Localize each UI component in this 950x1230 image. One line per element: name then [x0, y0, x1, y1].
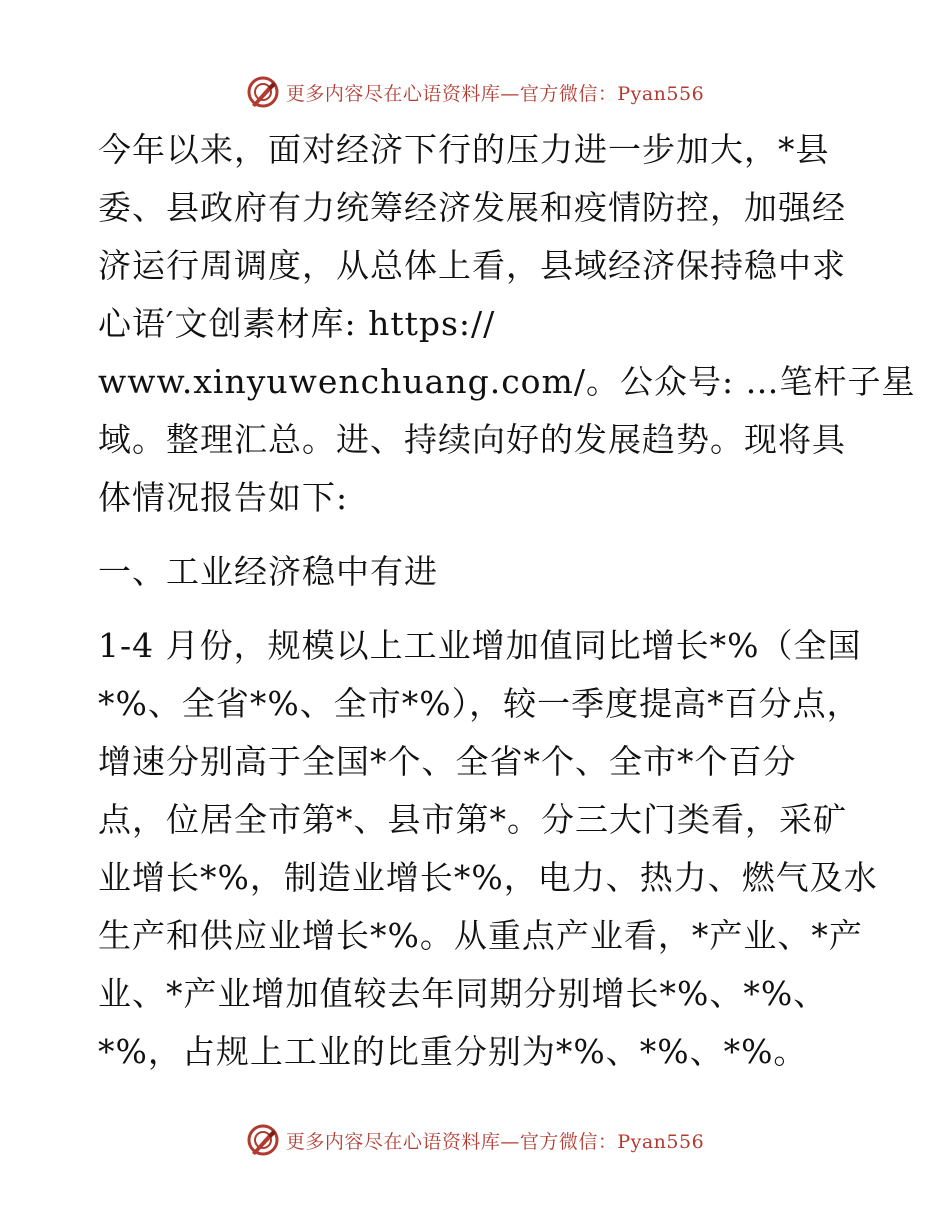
paragraph-2-line-3: 增速分别高于全国*个、全省*个、全市*个百分	[98, 742, 797, 781]
paragraph-1-line-5: www.xinyuwenchuang.com/。公众号: …笔杆子星	[98, 362, 916, 401]
paragraph-1-line-1: 今年以来，面对经济下行的压力进一步加大，*县	[98, 130, 830, 169]
watermark-main-text: 更多内容尽在心语资料库—	[285, 1130, 520, 1153]
watermark-banner-bottom	[0, 1120, 950, 1160]
watermark-official-text: 官方微信：Pyan556	[519, 1130, 705, 1153]
paragraph-1-line-4: 心语′文创素材库: https://	[98, 304, 496, 343]
paragraph-2-line-2: *%、全省*%、全市*%），较一季度提高*百分点，	[98, 684, 861, 723]
paragraph-2-line-1: 1-4 月份，规模以上工业增加值同比增长*%（全国	[98, 626, 862, 665]
watermark-text	[286, 1127, 704, 1154]
paragraph-2-line-7: 业、*产业增加值较去年同期分别增长*%、*%、	[98, 974, 828, 1013]
watermark-official-text: 官方微信：Pyan556	[519, 82, 705, 105]
paragraph-2-line-8: *%，占规上工业的比重分别为*%、*%、*%。	[98, 1032, 808, 1071]
paragraph-1-line-3: 济运行周调度，从总体上看，县域经济保持稳中求	[98, 246, 846, 285]
paragraph-2-line-4: 点，位居全市第*、县市第*。分三大门类看，采矿	[98, 800, 847, 839]
pen-logo-icon	[246, 75, 280, 109]
paragraph-2-line-6: 生产和供应业增长*%。从重点产业看，*产业、*产	[98, 916, 863, 955]
watermark-banner-top	[0, 72, 950, 112]
watermark-main-text: 更多内容尽在心语资料库—	[285, 82, 520, 105]
paragraph-1-line-7: 体情况报告如下:	[98, 478, 349, 517]
paragraph-1-line-2: 委、县政府有力统筹经济发展和疫情防控，加强经	[98, 188, 846, 227]
pen-logo-icon	[246, 1123, 280, 1157]
paragraph-1-line-6: 域。整理汇总。进、持续向好的发展趋势。现将具	[98, 420, 846, 459]
watermark-text	[286, 79, 704, 106]
section-heading-1: 一、工业经济稳中有进	[98, 552, 438, 591]
paragraph-2-line-5: 业增长*%，制造业增长*%，电力、热力、燃气及水	[98, 858, 878, 897]
